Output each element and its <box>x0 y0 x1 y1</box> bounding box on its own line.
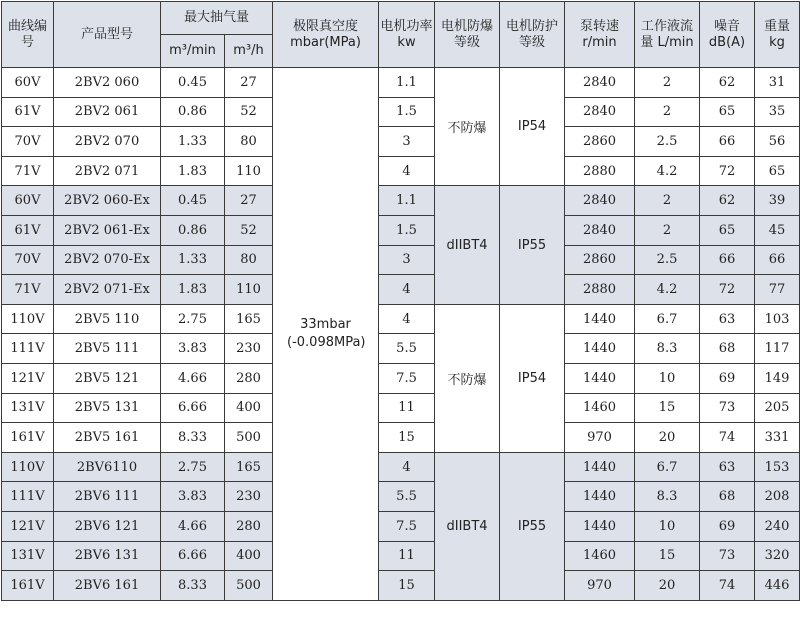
cell-model: 2BV6110 <box>54 452 161 482</box>
cell-weight: 31 <box>755 68 800 98</box>
cell-power: 4 <box>379 452 435 482</box>
cell-power: 15 <box>379 571 435 601</box>
header-max-flow: 最大抽气量 <box>161 2 273 35</box>
cell-flow-h: 500 <box>225 571 273 601</box>
cell-flow-min: 1.33 <box>161 245 225 275</box>
cell-power: 4 <box>379 304 435 334</box>
cell-model: 2BV6 111 <box>54 482 161 512</box>
cell-power: 3 <box>379 245 435 275</box>
cell-noise: 66 <box>700 245 755 275</box>
cell-noise: 66 <box>700 127 755 157</box>
cell-weight: 65 <box>755 156 800 186</box>
cell-explosion: 不防爆 <box>435 68 500 186</box>
cell-flow-min: 8.33 <box>161 571 225 601</box>
table-row <box>2 452 800 482</box>
cell-flow-h: 400 <box>225 393 273 423</box>
header-curve-no: 曲线编号 <box>2 2 54 68</box>
cell-noise: 72 <box>700 156 755 186</box>
cell-speed: 1440 <box>565 511 635 541</box>
cell-flow-h: 27 <box>225 186 273 216</box>
cell-weight: 77 <box>755 275 800 305</box>
header-explosion: 电机防爆等级 <box>435 2 500 68</box>
cell-speed: 2840 <box>565 186 635 216</box>
cell-flow-h: 280 <box>225 363 273 393</box>
cell-weight: 66 <box>755 245 800 275</box>
cell-curve: 131V <box>2 541 54 571</box>
cell-liquid: 2.5 <box>635 245 700 275</box>
cell-speed: 1440 <box>565 334 635 364</box>
cell-speed: 1460 <box>565 393 635 423</box>
cell-liquid: 10 <box>635 511 700 541</box>
cell-liquid: 20 <box>635 423 700 453</box>
cell-power: 5.5 <box>379 334 435 364</box>
cell-protection: IP55 <box>500 186 565 304</box>
cell-power: 4 <box>379 156 435 186</box>
cell-flow-h: 110 <box>225 156 273 186</box>
cell-noise: 72 <box>700 275 755 305</box>
table-row <box>2 363 800 393</box>
cell-liquid: 10 <box>635 363 700 393</box>
cell-curve: 60V <box>2 186 54 216</box>
cell-model: 2BV6 131 <box>54 541 161 571</box>
header-flow-unit-h: m³/h <box>225 35 273 68</box>
cell-flow-min: 2.75 <box>161 452 225 482</box>
cell-liquid: 4.2 <box>635 156 700 186</box>
table-row <box>2 482 800 512</box>
cell-power: 3 <box>379 127 435 157</box>
cell-model: 2BV2 071-Ex <box>54 275 161 305</box>
table-row <box>2 156 800 186</box>
cell-liquid: 20 <box>635 571 700 601</box>
cell-noise: 68 <box>700 334 755 364</box>
cell-speed: 2880 <box>565 156 635 186</box>
cell-model: 2BV2 070-Ex <box>54 245 161 275</box>
cell-power: 11 <box>379 393 435 423</box>
cell-speed: 970 <box>565 423 635 453</box>
cell-flow-min: 0.45 <box>161 186 225 216</box>
cell-curve: 111V <box>2 482 54 512</box>
cell-flow-h: 52 <box>225 215 273 245</box>
cell-weight: 205 <box>755 393 800 423</box>
table-body <box>2 68 800 601</box>
cell-curve: 161V <box>2 571 54 601</box>
table-row <box>2 571 800 601</box>
cell-model: 2BV6 161 <box>54 571 161 601</box>
cell-protection: IP55 <box>500 452 565 600</box>
cell-weight: 117 <box>755 334 800 364</box>
cell-liquid: 15 <box>635 541 700 571</box>
cell-model: 2BV2 071 <box>54 156 161 186</box>
cell-speed: 2840 <box>565 68 635 98</box>
cell-liquid: 2.5 <box>635 127 700 157</box>
cell-flow-min: 6.66 <box>161 541 225 571</box>
cell-flow-h: 80 <box>225 127 273 157</box>
cell-power: 7.5 <box>379 511 435 541</box>
cell-curve: 110V <box>2 304 54 334</box>
cell-speed: 2840 <box>565 215 635 245</box>
cell-flow-h: 500 <box>225 423 273 453</box>
cell-weight: 35 <box>755 97 800 127</box>
cell-liquid: 2 <box>635 186 700 216</box>
cell-noise: 73 <box>700 541 755 571</box>
cell-flow-h: 280 <box>225 511 273 541</box>
cell-weight: 320 <box>755 541 800 571</box>
cell-power: 4 <box>379 275 435 305</box>
cell-weight: 331 <box>755 423 800 453</box>
table-row <box>2 393 800 423</box>
cell-liquid: 6.7 <box>635 452 700 482</box>
table-row <box>2 68 800 98</box>
cell-liquid: 6.7 <box>635 304 700 334</box>
cell-flow-min: 3.83 <box>161 334 225 364</box>
cell-weight: 39 <box>755 186 800 216</box>
cell-curve: 71V <box>2 156 54 186</box>
header-liquid: 工作液流量 L/min <box>635 2 700 68</box>
cell-curve: 61V <box>2 215 54 245</box>
table-row <box>2 334 800 364</box>
cell-speed: 2880 <box>565 275 635 305</box>
cell-noise: 73 <box>700 393 755 423</box>
cell-weight: 149 <box>755 363 800 393</box>
cell-curve: 121V <box>2 511 54 541</box>
cell-power: 11 <box>379 541 435 571</box>
cell-weight: 153 <box>755 452 800 482</box>
cell-flow-min: 4.66 <box>161 511 225 541</box>
cell-noise: 68 <box>700 482 755 512</box>
cell-flow-min: 4.66 <box>161 363 225 393</box>
header-flow-unit-min: m³/min <box>161 35 225 68</box>
header-noise: 噪音 dB(A) <box>700 2 755 68</box>
header-speed: 泵转速 r/min <box>565 2 635 68</box>
cell-liquid: 2 <box>635 215 700 245</box>
cell-power: 1.1 <box>379 186 435 216</box>
cell-weight: 56 <box>755 127 800 157</box>
header-power: 电机功率 kw <box>379 2 435 68</box>
cell-speed: 2860 <box>565 245 635 275</box>
cell-model: 2BV2 070 <box>54 127 161 157</box>
table-row <box>2 423 800 453</box>
cell-flow-min: 1.83 <box>161 156 225 186</box>
cell-curve: 60V <box>2 68 54 98</box>
cell-speed: 1440 <box>565 452 635 482</box>
cell-flow-min: 1.33 <box>161 127 225 157</box>
cell-curve: 161V <box>2 423 54 453</box>
cell-power: 1.5 <box>379 97 435 127</box>
cell-weight: 103 <box>755 304 800 334</box>
table-row <box>2 97 800 127</box>
cell-flow-h: 52 <box>225 97 273 127</box>
cell-liquid: 8.3 <box>635 482 700 512</box>
cell-curve: 121V <box>2 363 54 393</box>
cell-noise: 69 <box>700 363 755 393</box>
cell-liquid: 8.3 <box>635 334 700 364</box>
cell-noise: 65 <box>700 97 755 127</box>
cell-model: 2BV5 131 <box>54 393 161 423</box>
cell-liquid: 2 <box>635 97 700 127</box>
cell-speed: 970 <box>565 571 635 601</box>
cell-speed: 1440 <box>565 482 635 512</box>
cell-speed: 2860 <box>565 127 635 157</box>
cell-explosion: dIIBT4 <box>435 452 500 600</box>
cell-flow-min: 0.45 <box>161 68 225 98</box>
table-row <box>2 511 800 541</box>
cell-speed: 1440 <box>565 363 635 393</box>
cell-model: 2BV5 121 <box>54 363 161 393</box>
cell-speed: 1460 <box>565 541 635 571</box>
table-row <box>2 275 800 305</box>
cell-power: 15 <box>379 423 435 453</box>
table-row <box>2 245 800 275</box>
cell-model: 2BV2 061-Ex <box>54 215 161 245</box>
cell-model: 2BV2 060-Ex <box>54 186 161 216</box>
cell-flow-h: 110 <box>225 275 273 305</box>
header-model: 产品型号 <box>54 2 161 68</box>
cell-model: 2BV5 161 <box>54 423 161 453</box>
cell-noise: 65 <box>700 215 755 245</box>
cell-power: 1.1 <box>379 68 435 98</box>
cell-power: 7.5 <box>379 363 435 393</box>
cell-weight: 446 <box>755 571 800 601</box>
cell-vacuum: 33mbar (-0.098MPa) <box>273 68 379 601</box>
cell-flow-min: 1.83 <box>161 275 225 305</box>
cell-curve: 71V <box>2 275 54 305</box>
cell-weight: 240 <box>755 511 800 541</box>
cell-curve: 61V <box>2 97 54 127</box>
cell-flow-min: 0.86 <box>161 97 225 127</box>
cell-flow-h: 165 <box>225 452 273 482</box>
cell-noise: 74 <box>700 423 755 453</box>
cell-noise: 62 <box>700 68 755 98</box>
cell-curve: 111V <box>2 334 54 364</box>
header-weight: 重量 kg <box>755 2 800 68</box>
cell-liquid: 2 <box>635 68 700 98</box>
table-row <box>2 541 800 571</box>
cell-flow-min: 8.33 <box>161 423 225 453</box>
cell-explosion: 不防爆 <box>435 304 500 452</box>
table-row <box>2 186 800 216</box>
cell-explosion: dIIBT4 <box>435 186 500 304</box>
cell-flow-min: 3.83 <box>161 482 225 512</box>
cell-noise: 63 <box>700 304 755 334</box>
cell-flow-min: 2.75 <box>161 304 225 334</box>
cell-model: 2BV6 121 <box>54 511 161 541</box>
cell-curve: 110V <box>2 452 54 482</box>
cell-power: 1.5 <box>379 215 435 245</box>
cell-weight: 208 <box>755 482 800 512</box>
cell-model: 2BV5 110 <box>54 304 161 334</box>
cell-model: 2BV2 061 <box>54 97 161 127</box>
cell-flow-h: 165 <box>225 304 273 334</box>
cell-curve: 131V <box>2 393 54 423</box>
cell-power: 5.5 <box>379 482 435 512</box>
cell-liquid: 4.2 <box>635 275 700 305</box>
table-row <box>2 127 800 157</box>
cell-model: 2BV2 060 <box>54 68 161 98</box>
cell-protection: IP54 <box>500 68 565 186</box>
cell-weight: 45 <box>755 215 800 245</box>
table-row <box>2 215 800 245</box>
cell-protection: IP54 <box>500 304 565 452</box>
cell-flow-min: 6.66 <box>161 393 225 423</box>
cell-curve: 70V <box>2 245 54 275</box>
cell-noise: 62 <box>700 186 755 216</box>
cell-noise: 69 <box>700 511 755 541</box>
cell-flow-h: 230 <box>225 482 273 512</box>
spec-table <box>1 1 800 601</box>
header-vacuum: 极限真空度 mbar(MPa) <box>273 2 379 68</box>
cell-noise: 63 <box>700 452 755 482</box>
cell-flow-h: 230 <box>225 334 273 364</box>
cell-flow-min: 0.86 <box>161 215 225 245</box>
cell-liquid: 15 <box>635 393 700 423</box>
cell-noise: 74 <box>700 571 755 601</box>
cell-curve: 70V <box>2 127 54 157</box>
cell-flow-h: 400 <box>225 541 273 571</box>
cell-model: 2BV5 111 <box>54 334 161 364</box>
table-header <box>2 2 800 68</box>
cell-speed: 2840 <box>565 97 635 127</box>
cell-speed: 1440 <box>565 304 635 334</box>
cell-flow-h: 27 <box>225 68 273 98</box>
cell-flow-h: 80 <box>225 245 273 275</box>
table-row <box>2 304 800 334</box>
header-protection: 电机防护等级 <box>500 2 565 68</box>
